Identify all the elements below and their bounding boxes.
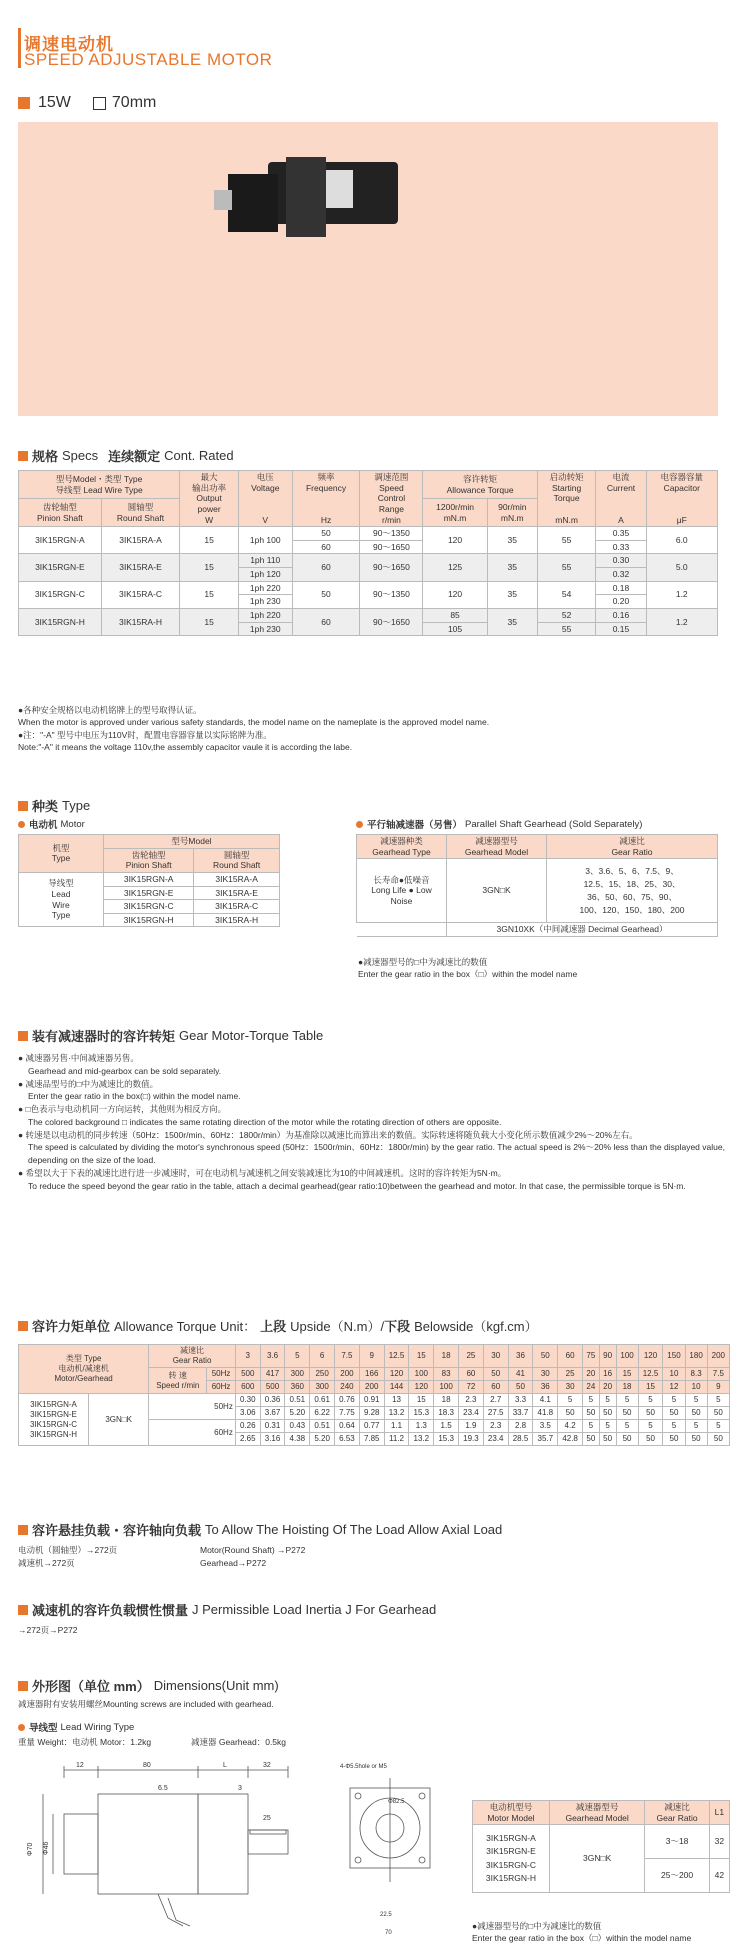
torque-50hz-nm-cell: 5	[616, 1394, 638, 1407]
torque-60hz-kgf-cell: 19.3	[459, 1433, 484, 1446]
speed-60hz-cell: 30	[558, 1381, 583, 1394]
page-title-en: SPEED ADJUSTABLE MOTOR	[24, 50, 273, 69]
specs-notes: ●各种安全规格以电动机铭牌上的型号取得认证。 When the motor is approved under various safety standards, the model name on the nameplate is the approved model name. ●注："-A" 型号中电压为110V时，配置电容器容量以实际铭牌为准。 Note:"-A" it means the voltage 110v,the assembly capacitor vaule it is according the labe.	[18, 705, 490, 752]
table-row: 3IK15RGN-H 3IK15RA-H 15 1ph 220 60 90～1650 85 35 52 0.16 1.2	[19, 608, 718, 622]
speed-60hz-cell: 24	[583, 1381, 600, 1394]
gear-ratio-cell: 180	[685, 1345, 707, 1368]
speed-50hz-cell: 16	[599, 1368, 616, 1381]
speed-50hz-cell: 500	[235, 1368, 260, 1381]
speed-60hz-cell: 120	[409, 1381, 434, 1394]
gear-ratio-cell: 100	[616, 1345, 638, 1368]
svg-text:3: 3	[238, 1785, 242, 1792]
torque-50hz-nm-cell: 4.1	[533, 1394, 558, 1407]
torque-50hz-kgf-cell: 50	[558, 1407, 583, 1420]
torque-50hz-kgf-cell: 13.2	[384, 1407, 409, 1420]
torque-60hz-nm-cell: 1.5	[434, 1420, 459, 1433]
gear-ratio-cell: 3	[235, 1345, 260, 1368]
speed-60hz-cell: 50	[508, 1381, 533, 1394]
torque-60hz-nm-cell: 0.51	[310, 1420, 335, 1433]
square-box-icon	[93, 97, 106, 110]
torque-50hz-nm-cell: 5	[599, 1394, 616, 1407]
speed-60hz-cell: 60	[483, 1381, 508, 1394]
table-row: 25～200 42	[473, 1859, 730, 1893]
torque-50hz-nm-cell: 5	[638, 1394, 663, 1407]
table-row: 导线型 Lead Wire Type 3IK15RGN-A 3IK15RA-A	[19, 872, 280, 886]
speed-50hz-cell: 30	[533, 1368, 558, 1381]
table-row: 3IK15RGN-E 3IK15RA-E 15 1ph 110 60 90～1650 125 35 55 0.30 5.0	[19, 554, 718, 568]
hoist-link-motor[interactable]: 电动机（圆轴型）→272页	[18, 1545, 118, 1555]
torque-50hz-nm-cell: 0.30	[235, 1394, 260, 1407]
speed-60hz-cell: 18	[616, 1381, 638, 1394]
torque-60hz-kgf-cell: 42.8	[558, 1433, 583, 1446]
speed-50hz-cell: 7.5	[707, 1368, 729, 1381]
specs-section-title: 规格 Specs 连续额定 Cont. Rated	[18, 446, 234, 465]
speed-50hz-cell: 60	[459, 1368, 484, 1381]
gear-ratio-cell: 7.5	[335, 1345, 360, 1368]
torque-50hz-kgf-cell: 50	[599, 1407, 616, 1420]
table-row: 3IK15RGN-C 3IK15RA-C	[19, 900, 280, 914]
orange-square-icon	[18, 1321, 28, 1331]
torque-60hz-nm-cell: 0.26	[235, 1420, 260, 1433]
gear-ratio-cell: 36	[508, 1345, 533, 1368]
table-row: 3GN10XK（中间减速器 Decimal Gearhead）	[357, 923, 718, 937]
gear-ratio-cell: 120	[638, 1345, 663, 1368]
torque-60hz-nm-cell: 4.2	[558, 1420, 583, 1433]
motor-subtitle: 电动机 Motor	[18, 817, 85, 831]
torque-50hz-nm-cell: 5	[558, 1394, 583, 1407]
speed-50hz-cell: 300	[285, 1368, 310, 1381]
motor-type-table: 机型 Type 型号Model 齿轮轴型 Pinion Shaft 圆轴型 Round Shaft 导线型 Lead Wire Type 3IK15RGN-A 3IK15RA-A 3IK15RGN-E 3IK15RA-E 3IK15RGN-C 3IK15RA-C 3IK15RGN-H 3IK15RA-H	[18, 834, 280, 927]
table-row: 长寿命●低噪音 Long Life ● Low Noise 3GN□K 3、3.6、5、6、7.5、9、 12.5、15、18、25、30、 36、50、60、75、90、 100、120、150、180、200	[357, 859, 718, 923]
speed-60hz-cell: 9	[707, 1381, 729, 1394]
speed-60hz-cell: 72	[459, 1381, 484, 1394]
speed-60hz-cell: 15	[638, 1381, 663, 1394]
motor-type-table-container	[18, 834, 280, 927]
svg-text:4-Φ5.5hole or M5: 4-Φ5.5hole or M5	[340, 1764, 387, 1770]
torque-60hz-kgf-cell: 50	[616, 1433, 638, 1446]
bullet-icon	[18, 1724, 25, 1731]
speed-60hz-cell: 360	[285, 1381, 310, 1394]
speed-60hz-cell: 20	[599, 1381, 616, 1394]
torque-60hz-kgf-cell: 7.85	[359, 1433, 384, 1446]
torque-50hz-kgf-cell: 50	[707, 1407, 729, 1420]
speed-60hz-cell: 12	[663, 1381, 685, 1394]
torque-60hz-nm-cell: 1.9	[459, 1420, 484, 1433]
orange-square-icon	[18, 801, 28, 811]
speed-60hz-cell: 600	[235, 1381, 260, 1394]
hoist-link-gearhead-en[interactable]: Gearhead→P272	[200, 1557, 267, 1568]
torque-60hz-nm-cell: 5	[616, 1420, 638, 1433]
speed-50hz-cell: 20	[583, 1368, 600, 1381]
gear-ratio-cell: 15	[409, 1345, 434, 1368]
orange-square-icon	[18, 1525, 28, 1535]
torque-50hz-kgf-cell: 23.4	[459, 1407, 484, 1420]
torque-50hz-kgf-cell: 50	[663, 1407, 685, 1420]
svg-text:25: 25	[263, 1815, 271, 1822]
gear-ratio-cell: 150	[663, 1345, 685, 1368]
torque-60hz-nm-cell: 0.43	[285, 1420, 310, 1433]
torque-50hz-kgf-cell: 9.28	[359, 1407, 384, 1420]
hoist-links-left	[18, 1544, 117, 1570]
torque-60hz-kgf-cell: 4.38	[285, 1433, 310, 1446]
torque-60hz-kgf-cell: 3.16	[260, 1433, 285, 1446]
torque-50hz-nm-cell: 2.7	[483, 1394, 508, 1407]
speed-60hz-cell: 36	[533, 1381, 558, 1394]
torque-60hz-kgf-cell: 28.5	[508, 1433, 533, 1446]
dims-section-title: 外形图（单位 mm） Dimensions(Unit mm)	[18, 1676, 279, 1695]
torque-60hz-nm-cell: 0.31	[260, 1420, 285, 1433]
weight-line: 重量 Weight：电动机 Motor：1.2kg 减速器 Gearhead：0.5kg	[18, 1737, 287, 1747]
side-view-drawing	[18, 1758, 328, 1943]
torque-60hz-nm-cell: 5	[583, 1420, 600, 1433]
torque-60hz-nm-cell: 2.3	[483, 1420, 508, 1433]
torque-60hz-kgf-cell: 13.2	[409, 1433, 434, 1446]
orange-square-icon	[18, 97, 30, 109]
gear-ratio-cell: 90	[599, 1345, 616, 1368]
title-accent-bar	[18, 28, 21, 68]
torque-50hz-kgf-cell: 6.22	[310, 1407, 335, 1420]
torque-50hz-kgf-cell: 33.7	[508, 1407, 533, 1420]
power-label: 15W	[38, 94, 71, 111]
power-spec	[18, 94, 156, 112]
torque-60hz-nm-cell: 5	[663, 1420, 685, 1433]
gear-ratio-cell: 3.6	[260, 1345, 285, 1368]
torque-60hz-kgf-cell: 50	[599, 1433, 616, 1446]
torque-50hz-kgf-cell: 18.3	[434, 1407, 459, 1420]
speed-60hz-cell: 10	[685, 1381, 707, 1394]
torque-50hz-kgf-cell: 27.5	[483, 1407, 508, 1420]
gear-ratio-cell: 9	[359, 1345, 384, 1368]
torque-50hz-nm-cell: 0.91	[359, 1394, 384, 1407]
svg-text:6.5: 6.5	[158, 1785, 168, 1792]
torque-60hz-kgf-cell: 23.4	[483, 1433, 508, 1446]
bullet-icon	[18, 821, 25, 828]
torque-60hz-nm-cell: 5	[707, 1420, 729, 1433]
allowance-torque-table: 类型 Type 电动机/减速机 Motor/Gearhead 减速比 Gear Ratio 3 3.6 5 6 7.5 9 12.5 15 18 25 30 36 50 60 75 90 100 120 150 180 200 转 速 Speed r/min 50Hz 500 417 300 250 200 166 120 100 83 60 50 41 30 25 20 16 15 12.5 10 8.3 7.5 60Hz 600 500 360 300 240 200 144 120 100 72 60 50 36 30 24 20 18 15 12 10 9 3IK15RGN-A 3IK15RGN-E 3IK15RGN-C 3IK15RGN-H 3GN□K 50Hz 0.30 0.36 0.51 0.61 0.76 0.91 13 15 18 2.3 2.7 3.3 4.1 5 5 5 5 5 5 5 5 3.06 3.67 5.20 6.22 7.75 9.28 13.2 15.3 18.3 23.4 27.5 33.7 41.8 50 50 50 50 50 50 50 50 60Hz 0.26 0.31 0.43 0.51 0.64 0.77 1.1 1.3 1.5 1.9 2.3 2.8 3.5 4.2 5 5 5 5 5 5 5 2.65 3.16 4.38 5.20 6.53 7.85 11.2 13.2 15.3 19.3 23.4 28.5 35.7 42.8 50 50 50 50 50 50 50	[18, 1344, 730, 1446]
speed-60hz-cell: 500	[260, 1381, 285, 1394]
torque-60hz-kgf-cell: 50	[638, 1433, 663, 1446]
torque-60hz-kgf-cell: 35.7	[533, 1433, 558, 1446]
gear-ratio-cell: 200	[707, 1345, 729, 1368]
torque-60hz-nm-cell: 1.3	[409, 1420, 434, 1433]
inertia-section-title: 减速机的容许负载惯性惯量 J Permissible Load Inertia J For Gearhead	[18, 1600, 436, 1619]
torque-50hz-kgf-cell: 50	[616, 1407, 638, 1420]
speed-50hz-cell: 100	[409, 1368, 434, 1381]
gear-ratio-cell: 5	[285, 1345, 310, 1368]
size-label: 70mm	[111, 94, 157, 111]
torque-50hz-nm-cell: 15	[409, 1394, 434, 1407]
torque-60hz-nm-cell: 1.1	[384, 1420, 409, 1433]
torque-60hz-kgf-cell: 50	[583, 1433, 600, 1446]
svg-text:Φ46: Φ46	[43, 1841, 50, 1855]
torque-50hz-nm-cell: 18	[434, 1394, 459, 1407]
torque-50hz-kgf-cell: 50	[685, 1407, 707, 1420]
speed-50hz-cell: 12.5	[638, 1368, 663, 1381]
svg-text:Φ82.5: Φ82.5	[388, 1799, 405, 1805]
torque-50hz-nm-cell: 2.3	[459, 1394, 484, 1407]
page-title-cn: 调速电动机	[24, 35, 114, 54]
dims-table-notes: ●减速器型号的□中为减速比的数值 Enter the gear ratio in the box（□）within the model name	[472, 1921, 692, 1944]
gear-ratio-cell: 18	[434, 1345, 459, 1368]
speed-50hz-cell: 120	[384, 1368, 409, 1381]
gearhead-notes: ●减速器型号的□中为减速比的数值 Enter the gear ratio in the box（□）within the model name	[358, 957, 578, 980]
speed-60hz-cell: 240	[335, 1381, 360, 1394]
torque-50hz-nm-cell: 0.36	[260, 1394, 285, 1407]
gearhead-subtitle: 平行轴减速器（另售） Parallel Shaft Gearhead (Sold Separately)	[356, 817, 642, 831]
gear-ratio-cell: 30	[483, 1345, 508, 1368]
orange-square-icon	[18, 1031, 28, 1041]
svg-text:22.5: 22.5	[380, 1912, 392, 1918]
speed-50hz-cell: 41	[508, 1368, 533, 1381]
torque-50hz-nm-cell: 5	[707, 1394, 729, 1407]
front-view-drawing	[340, 1758, 440, 1943]
speed-50hz-cell: 166	[359, 1368, 384, 1381]
torque-60hz-kgf-cell: 5.20	[310, 1433, 335, 1446]
torque-60hz-kgf-cell: 15.3	[434, 1433, 459, 1446]
torque-50hz-kgf-cell: 3.67	[260, 1407, 285, 1420]
torque-60hz-kgf-cell: 50	[707, 1433, 729, 1446]
allowance-torque-table-container	[18, 1344, 730, 1446]
speed-50hz-cell: 15	[616, 1368, 638, 1381]
table-row: 3IK15RGN-H 3IK15RA-H	[19, 913, 280, 927]
speed-60hz-cell: 200	[359, 1381, 384, 1394]
torque-60hz-kgf-cell: 2.65	[235, 1433, 260, 1446]
speed-50hz-cell: 250	[310, 1368, 335, 1381]
torque-notes: ● 减速器另售·中间减速器另售。 Gearhead and mid-gearbox can be sold separately. ● 减速品型号的□中为减速比的数值。 Enter the gear ratio in the box(□) within the model name. ● □色表示与电动机同一方向运转，其他则为相反方向。 The colored background □ indicates the same rotating direction of the motor while the rotating direction of others are opposite. ● 转速是以电动机的同步转速（50Hz：1500r/min、60Hz：1800r/min）为基准除以减速比而算出来的数值。实际转速将随负载大小变化所示数值减少2%～20%左右。 The speed is calculated by dividing the motor's synchronous speed (50Hz：1500r/min、60Hz：1800r/min) by the gear ratio. The actual speed is 2%～20% less than the displayed value, depending on the size of the load. ● 希望以大于下表的减速比进行进一步减速时，可在电动机与减速机之间安装减速比为10的中间减速机。这时的容许转矩为5N·m。 To reduce the speed beyond the gear ratio in the table, attach a decimal gearhead(gear ratio:10)between the gearhead and motor. In that case, the permissible torque is 5N·m.	[18, 1053, 725, 1191]
torque-50hz-nm-cell: 0.61	[310, 1394, 335, 1407]
speed-50hz-cell: 8.3	[685, 1368, 707, 1381]
svg-text:12: 12	[76, 1762, 84, 1769]
orange-square-icon	[18, 1605, 28, 1615]
torque-50hz-nm-cell: 3.3	[508, 1394, 533, 1407]
torque-50hz-nm-cell: 5	[685, 1394, 707, 1407]
specs-table-container	[18, 470, 718, 636]
gear-ratio-cell: 6	[310, 1345, 335, 1368]
torque-60hz-nm-cell: 2.8	[508, 1420, 533, 1433]
dims-table: 电动机型号 Motor Model 减速器型号 Gearhead Model 减速比 Gear Ratio L1 3IK15RGN-A 3IK15RGN-E 3IK15RGN-C 3IK15RGN-H 3GN□K 3～18 32 25～200 42	[472, 1800, 730, 1893]
hoist-link-motor-en[interactable]: Motor(Round Shaft) →P272	[200, 1545, 306, 1555]
hoist-links-right	[200, 1544, 305, 1570]
torque-60hz-kgf-cell: 50	[685, 1433, 707, 1446]
svg-text:L: L	[223, 1762, 227, 1769]
torque-50hz-nm-cell: 5	[583, 1394, 600, 1407]
svg-text:80: 80	[143, 1762, 151, 1769]
torque-60hz-nm-cell: 5	[685, 1420, 707, 1433]
torque-60hz-nm-cell: 5	[638, 1420, 663, 1433]
torque-50hz-kgf-cell: 50	[638, 1407, 663, 1420]
speed-50hz-cell: 200	[335, 1368, 360, 1381]
torque-50hz-kgf-cell: 5.20	[285, 1407, 310, 1420]
allowance-torque-title: 容许力矩单位 Allowance Torque Unit： 上段 Upside（N.m）/ 下段 Belowside（kgf.cm）	[18, 1316, 538, 1335]
torque-60hz-nm-cell: 0.64	[335, 1420, 360, 1433]
torque-60hz-nm-cell: 3.5	[533, 1420, 558, 1433]
torque-50hz-kgf-cell: 41.8	[533, 1407, 558, 1420]
table-row: 3IK15RGN-A 3IK15RA-A 15 1ph 100 50 90～1350 120 35 55 0.35 6.0	[19, 527, 718, 541]
orange-square-icon	[18, 451, 28, 461]
svg-text:Φ70: Φ70	[27, 1842, 34, 1856]
inertia-link[interactable]: →272页→P272	[18, 1625, 78, 1635]
torque-50hz-nm-cell: 5	[663, 1394, 685, 1407]
torque-60hz-nm-cell: 0.77	[359, 1420, 384, 1433]
gear-ratio-cell: 75	[583, 1345, 600, 1368]
torque-50hz-nm-cell: 0.51	[285, 1394, 310, 1407]
torque-50hz-kgf-cell: 15.3	[409, 1407, 434, 1420]
speed-50hz-cell: 25	[558, 1368, 583, 1381]
motor-illustration	[18, 122, 718, 416]
torque-60hz-nm-cell: 5	[599, 1420, 616, 1433]
torque-60hz-kgf-cell: 11.2	[384, 1433, 409, 1446]
table-row: 3IK15RGN-A 3IK15RGN-E 3IK15RGN-C 3IK15RGN-H 3GN□K 3～18 32	[473, 1825, 730, 1859]
gearhead-type-table: 减速器种类 Gearhead Type 减速器型号 Gearhead Model 减速比 Gear Ratio 长寿命●低噪音 Long Life ● Low Noise 3GN□K 3、3.6、5、6、7.5、9、 12.5、15、18、25、30、 36、50、60、75、90、 100、120、150、180、200 3GN10XK（中间减速器 Decimal Gearhead）	[356, 834, 718, 937]
dims-note: 减速器附有安装用螺丝Mounting screws are included with gearhead.	[18, 1699, 274, 1709]
torque-50hz-nm-cell: 13	[384, 1394, 409, 1407]
lead-wiring-subtitle: 导线型 Lead Wiring Type	[18, 1720, 134, 1734]
hoist-link-gearhead[interactable]: 减速机→272页	[18, 1557, 75, 1568]
gear-ratio-cell: 25	[459, 1345, 484, 1368]
speed-60hz-cell: 100	[434, 1381, 459, 1394]
product-photo	[18, 122, 718, 416]
bullet-icon	[356, 821, 363, 828]
torque-60hz-kgf-cell: 50	[663, 1433, 685, 1446]
gear-ratio-cell: 12.5	[384, 1345, 409, 1368]
table-row: 3IK15RGN-C 3IK15RA-C 15 1ph 220 50 90～1350 120 35 54 0.18 1.2	[19, 581, 718, 595]
torque-50hz-kgf-cell: 50	[583, 1407, 600, 1420]
hoist-section-title: 容许悬挂负载・容许轴向负载 To Allow The Hoisting Of The Load Allow Axial Load	[18, 1520, 502, 1539]
gear-ratio-cell: 60	[558, 1345, 583, 1368]
speed-50hz-cell: 50	[483, 1368, 508, 1381]
svg-text:32: 32	[263, 1762, 271, 1769]
dims-table-container	[472, 1800, 730, 1893]
svg-text:70: 70	[385, 1930, 392, 1936]
type-section-title: 种类 Type	[18, 796, 90, 815]
torque-50hz-nm-cell: 0.76	[335, 1394, 360, 1407]
specs-table: 型号Model・类型 Type 导线型 Lead Wire Type 最大 输出功率 Output power W 电压 Voltage V 频率 Frequency Hz 调速范围 Speed Control Range r/min 容许转矩 Allowance Torque 启动转矩 Starting Torque mN.m 电流 Current A 电容器容量 Capacitor μF 齿轮轴型 Pinion Shaft 圆轴型 Round Shaft 1200r/min mN.m 90r/min mN.m 3IK15RGN-A 3IK15RA-A 15 1ph 100 50 90～1350 120 35 55 0.35 6.0 60 90～1650 0.33 3IK15RGN-E 3IK15RA-E 15 1ph 110 60 90～1650 125 35 55 0.30 5.0 1ph 120 0.32 3IK15RGN-C 3IK15RA-C 15 1ph 220 50 90～1350 120 35 54 0.18 1.2 1ph 230 0.20 3IK15RGN-H 3IK15RA-H 15 1ph 220 60 90～1650 85 35 52 0.16 1.2 1ph 230 105 55 0.15	[18, 470, 718, 636]
speed-50hz-cell: 10	[663, 1368, 685, 1381]
speed-60hz-cell: 144	[384, 1381, 409, 1394]
orange-square-icon	[18, 1681, 28, 1691]
table-row: 3IK15RGN-E 3IK15RA-E	[19, 886, 280, 900]
speed-60hz-cell: 300	[310, 1381, 335, 1394]
torque-50hz-kgf-cell: 7.75	[335, 1407, 360, 1420]
torque-section-title: 装有减速器时的容许转矩 Gear Motor-Torque Table	[18, 1026, 323, 1045]
speed-50hz-cell: 417	[260, 1368, 285, 1381]
torque-50hz-kgf-cell: 3.06	[235, 1407, 260, 1420]
gear-ratio-cell: 50	[533, 1345, 558, 1368]
gearhead-table-container	[356, 834, 718, 937]
torque-60hz-kgf-cell: 6.53	[335, 1433, 360, 1446]
speed-50hz-cell: 83	[434, 1368, 459, 1381]
